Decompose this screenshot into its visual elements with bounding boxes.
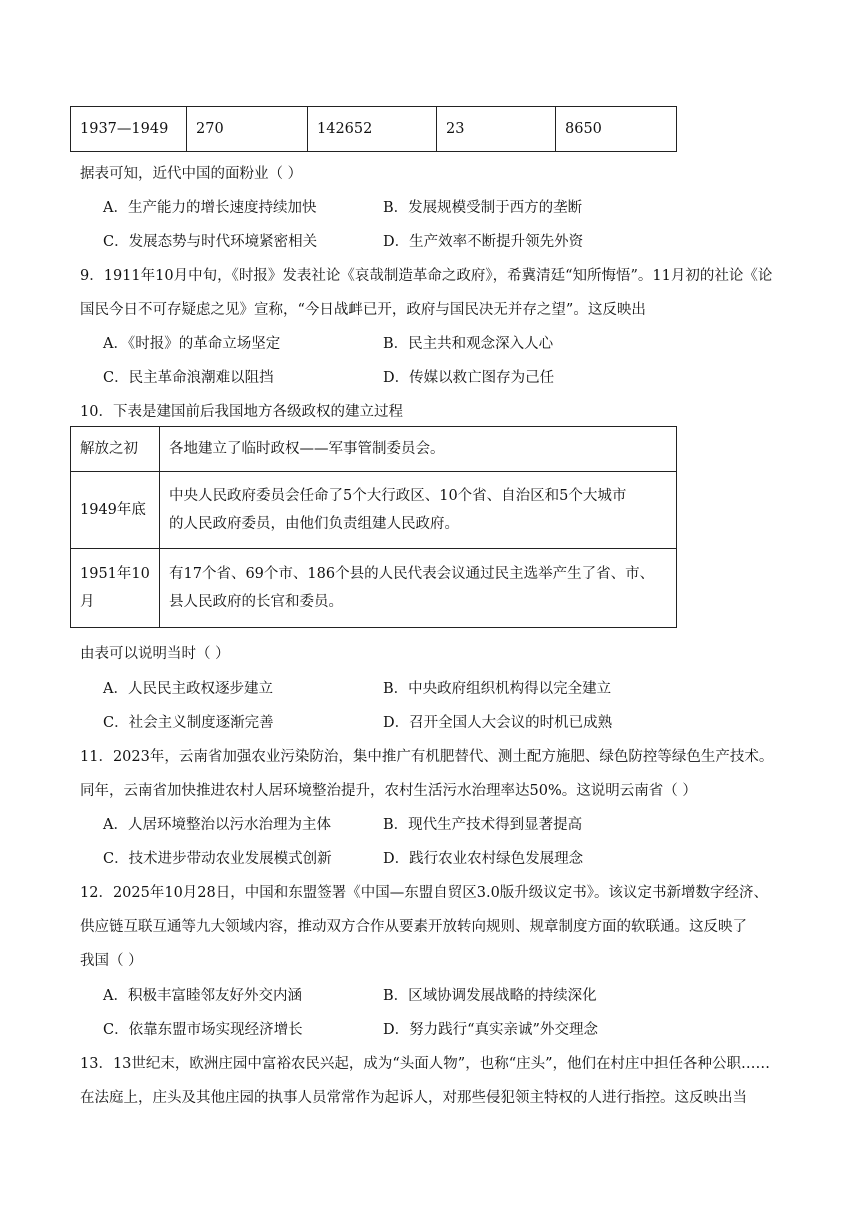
content-line: 有17个省、69个市、186个县的人民代表会议通过民主选举产生了省、市、 xyxy=(169,566,655,582)
q12-option-a[interactable]: A．积极丰富睦邻友好外交内涵 xyxy=(103,988,302,1004)
q8-option-b[interactable]: B．发展规模受制于西方的垄断 xyxy=(383,200,583,216)
table-row xyxy=(71,549,677,628)
q10-option-d[interactable]: D．召开全国人大会议的时机已成熟 xyxy=(383,715,613,731)
q11-option-d[interactable]: D．践行农业农村绿色发展理念 xyxy=(383,851,584,867)
table-cell-period: 1949年底 xyxy=(71,472,160,549)
q10-option-c[interactable]: C．社会主义制度逐渐完善 xyxy=(103,715,274,731)
table-row xyxy=(71,427,677,472)
table-row xyxy=(71,107,677,152)
table-cell-period: 解放之初 xyxy=(71,427,160,472)
q11-option-b[interactable]: B．现代生产技术得到显著提高 xyxy=(383,817,583,833)
table-cell: 142652 xyxy=(308,107,437,152)
table-cell: 23 xyxy=(437,107,556,152)
content-line: 中央人民政府委员会任命了5个大行政区、10个省、自治区和5个大城市 xyxy=(169,488,627,504)
local-government-table xyxy=(70,426,677,628)
q9-option-b[interactable]: B．民主共和观念深入人心 xyxy=(383,336,554,352)
period-line: 月 xyxy=(80,594,95,610)
question-8-stem: 据表可知，近代中国的面粉业（ ） xyxy=(80,166,303,182)
question-9-line1: 9．1911年10月中旬，《时报》发表社论《哀哉制造革命之政府》，希冀清廷“知所悔悟”。11月初的社论《论 xyxy=(80,268,773,284)
q9-option-a[interactable]: A．《时报》的革命立场坚定 xyxy=(103,336,281,352)
table-cell: 8650 xyxy=(556,107,677,152)
question-10-intro: 10．下表是建国前后我国地方各级政权的建立过程 xyxy=(80,404,403,420)
table-cell-content xyxy=(160,549,677,628)
q10-option-b[interactable]: B．中央政府组织机构得以完全建立 xyxy=(383,681,612,697)
q9-option-d[interactable]: D．传媒以救亡图存为己任 xyxy=(383,370,555,386)
question-12-line3: 我国（ ） xyxy=(80,953,143,969)
q11-option-c[interactable]: C．技术进步带动农业发展模式创新 xyxy=(103,851,332,867)
question-9-line2: 国民今日不可存疑虑之见》宣称，“今日战衅已开，政府与国民决无并存之望”。这反映出 xyxy=(80,302,646,318)
period-line: 1951年10 xyxy=(80,566,150,582)
question-11-line1: 11．2023年，云南省加强农业污染防治，集中推广有机肥替代、测土配方施肥、绿色防控等绿色生产技术。 xyxy=(80,749,774,765)
table-cell-content xyxy=(160,472,677,549)
table-cell-content: 各地建立了临时政权——军事管制委员会。 xyxy=(160,427,677,472)
content-line: 的人民政府委员，由他们负责组建人民政府。 xyxy=(169,516,459,532)
table-row xyxy=(71,472,677,549)
q12-option-b[interactable]: B．区域协调发展战略的持续深化 xyxy=(383,988,597,1004)
q9-option-c[interactable]: C．民主革命浪潮难以阻挡 xyxy=(103,370,274,386)
q8-option-c[interactable]: C．发展态势与时代环境紧密相关 xyxy=(103,234,318,250)
question-12-line1: 12．2025年10月28日，中国和东盟签署《中国—东盟自贸区3.0版升级议定书》。该议定书新增数字经济、 xyxy=(80,885,769,901)
q11-option-a[interactable]: A．人居环境整治以污水治理为主体 xyxy=(103,817,331,833)
question-13-line1: 13．13世纪末，欧洲庄园中富裕农民兴起，成为“头面人物”，也称“庄头”，他们在村庄中担任各种公职…… xyxy=(80,1056,771,1072)
table-cell-period xyxy=(71,549,160,628)
table-cell: 270 xyxy=(187,107,308,152)
q12-option-d[interactable]: D．努力践行“真实亲诚”外交理念 xyxy=(383,1022,598,1038)
flour-industry-table xyxy=(70,106,677,152)
q10-option-a[interactable]: A．人民民主政权逐步建立 xyxy=(103,681,273,697)
q12-option-c[interactable]: C．依靠东盟市场实现经济增长 xyxy=(103,1022,303,1038)
content-line: 县人民政府的长官和委员。 xyxy=(169,594,343,610)
q8-option-a[interactable]: A．生产能力的增长速度持续加快 xyxy=(103,200,317,216)
question-11-line2: 同年，云南省加快推进农村人居环境整治提升，农村生活污水治理率达50%。这说明云南省（ ） xyxy=(80,783,697,799)
q8-option-d[interactable]: D．生产效率不断提升领先外资 xyxy=(383,234,584,250)
question-10-stem: 由表可以说明当时（ ） xyxy=(80,646,230,662)
table-cell: 1937—1949 xyxy=(71,107,187,152)
question-13-line2: 在法庭上，庄头及其他庄园的执事人员常常作为起诉人，对那些侵犯领主特权的人进行指控。这反映出当 xyxy=(80,1090,747,1106)
question-12-line2: 供应链互联互通等九大领域内容，推动双方合作从要素开放转向规则、规章制度方面的软联通。这反映了 xyxy=(80,919,747,935)
